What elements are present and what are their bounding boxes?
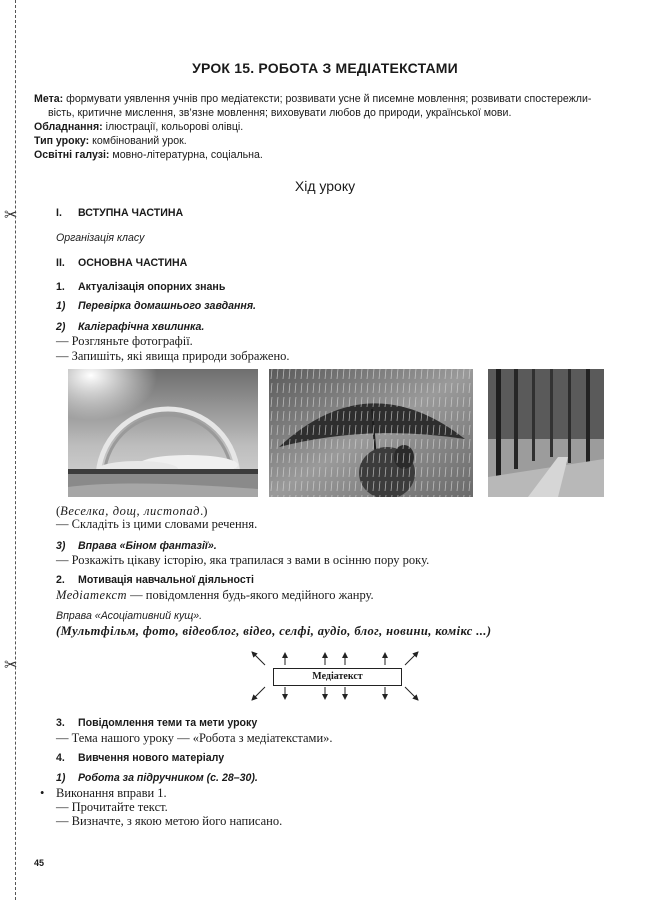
goal — [34, 92, 634, 120]
sub-title: Вправа «Біном фантазії». — [78, 540, 217, 552]
point-number: 1. — [56, 281, 65, 293]
point-3-heading — [56, 717, 257, 729]
definition-term: Медіатекст — [56, 588, 128, 602]
sub-title: Каліграфічна хвилинка. — [78, 321, 205, 333]
progress-title: Хід уроку — [294, 178, 356, 194]
goal-text-2: вість, критичне мислення, зв’язне мовлення; виховувати любов до природи, української мови. — [48, 107, 512, 119]
goal-text: формувати уявлення учнів про медіатексти; розвивати усне й писемне мовлення; розвивати спостережли- — [66, 93, 592, 105]
point-number: 2. — [56, 574, 65, 586]
instruction-story: — Розкажіть цікаву історію, яка трапилася з вами в осінню пору року. — [56, 553, 430, 567]
type-text: комбінований урок. — [92, 135, 187, 147]
sub-number: 3) — [56, 540, 66, 552]
type-label: Тип уроку: — [34, 135, 90, 147]
point-4-heading — [56, 752, 224, 764]
point-number: 4. — [56, 752, 65, 764]
scissors-icon: ✂ — [4, 657, 18, 674]
class-organization: Організація класу — [56, 232, 145, 244]
point-title: Актуалізація опорних знань — [78, 281, 226, 293]
sub-number: 1) — [56, 772, 66, 784]
instruction-read: — Прочитайте текст. — [56, 800, 168, 814]
diagram-center-box: Медіатекст — [273, 668, 402, 686]
exercise-text: Виконання вправи 1. — [56, 786, 167, 800]
associative-words: (Мультфільм, фото, відеоблог, відео, селфі, аудіо, блог, новини, комікс ...) — [56, 624, 492, 638]
section-number: II. — [56, 257, 65, 269]
homework-check — [56, 300, 256, 312]
fields-text: мовно-літературна, соціальна. — [112, 149, 263, 161]
instruction-look: — Розгляньте фотографії. — [56, 334, 193, 348]
lesson-title: УРОК 15. РОБОТА З МЕДІАТЕКСТАМИ — [192, 60, 458, 76]
section-number: I. — [56, 207, 62, 219]
point-title: Повідомлення теми та мети уроку — [78, 717, 258, 729]
instruction-write: — Запишіть, які явища природи зображено. — [56, 349, 290, 363]
textbook-work — [56, 772, 258, 784]
rain-umbrella-photo — [269, 369, 473, 497]
exercise-item — [40, 786, 167, 801]
instruction-sentences: — Складіть із цими словами речення. — [56, 517, 258, 531]
rainbow-photo — [68, 369, 258, 497]
fields — [34, 148, 634, 162]
definition-text: — повідомлення будь-якого медійного жанру. — [127, 588, 374, 602]
binom-fantasy — [56, 540, 217, 552]
cut-line — [15, 0, 16, 900]
sub-title: Перевірка домашнього завдання. — [78, 300, 257, 312]
bracket: .) — [200, 504, 208, 518]
associative-bush: Вправа «Асоціативний кущ». — [56, 610, 203, 622]
calligraphy-minute — [56, 321, 204, 333]
lesson-type — [34, 134, 634, 148]
section-title: ВСТУПНА ЧАСТИНА — [78, 207, 184, 219]
equipment-text: ілюстрації, кольорові олівці. — [105, 121, 244, 133]
answer-words: Веселка, дощ, листопад — [60, 504, 201, 518]
lesson-theme: — Тема нашого уроку — «Робота з медіатекстами». — [56, 731, 333, 745]
section-title: ОСНОВНА ЧАСТИНА — [78, 257, 188, 269]
section-2-heading — [56, 257, 187, 269]
definition — [56, 588, 374, 603]
bullet-icon: • — [40, 786, 45, 800]
goal-label: Мета: — [34, 93, 64, 105]
point-number: 3. — [56, 717, 65, 729]
section-1-heading — [56, 207, 183, 219]
point-title: Мотивація навчальної діяльності — [78, 574, 254, 586]
point-2-heading — [56, 574, 254, 586]
instruction-purpose: — Визначте, з якою метою його написано. — [56, 814, 283, 828]
leaf-fall-photo — [488, 369, 604, 497]
scissors-icon: ✂ — [4, 207, 18, 224]
bracket: ( — [56, 504, 61, 518]
sub-title: Робота за підручником (с. 28–30). — [78, 772, 258, 784]
equipment — [34, 120, 634, 134]
fields-label: Освітні галузі: — [34, 149, 110, 161]
sub-number: 2) — [56, 321, 66, 333]
point-title: Вивчення нового матеріалу — [78, 752, 225, 764]
point-1-heading — [56, 281, 225, 293]
page-number: 45 — [34, 858, 45, 868]
sub-number: 1) — [56, 300, 66, 312]
equipment-label: Обладнання: — [34, 121, 103, 133]
